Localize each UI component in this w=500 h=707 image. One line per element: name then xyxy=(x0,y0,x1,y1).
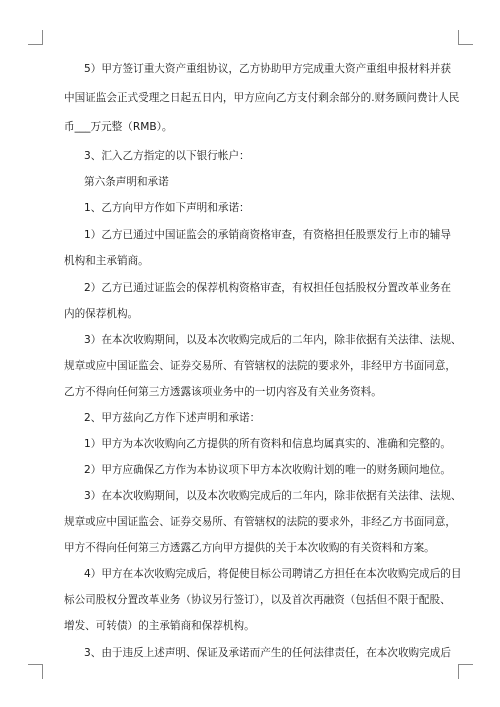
paragraph-line: 中国证监会正式受理之日起五日内，甲方应向乙方支付剩余部分的.财务顾问费计人民 xyxy=(64,92,460,104)
paragraph-line: 增发、可转债）的主承销商和保荐机构。 xyxy=(64,620,255,632)
paragraph-line: 2、甲方兹向乙方作下述声明和承诺： xyxy=(84,412,261,424)
paragraph-line: 3、由于违反上述声明、保证及承诺而产生的任何法律责任，在本次收购完成后 xyxy=(84,647,451,659)
paragraph-line: 5）甲方签订重大资产重组协议，乙方协助甲方完成重大资产重组申报材料并获 xyxy=(84,63,451,75)
crop-mark-bottom-right xyxy=(458,664,473,679)
paragraph-line: 4）甲方在本次收购完成后，将促使目标公司聘请乙方担任在本次收购完成后的目 xyxy=(84,568,462,580)
crop-mark-top-left xyxy=(28,30,43,45)
paragraph-line: 1）乙方已通过中国证监会的承销商资格审查，有资格担任股票发行上市的辅导 xyxy=(84,229,451,241)
paragraph-line: 币___万元整（RMB）。 xyxy=(64,121,173,133)
paragraph-line: 规章或应中国证监会、证券交易所、有管辖权的法院的要求外，非经乙方书面同意， xyxy=(64,516,456,528)
paragraph-line: 机构和主承销商。 xyxy=(64,255,149,267)
paragraph-line: 3）在本次收购期间，以及本次收购完成后的二年内，除非依据有关法律、法规、 xyxy=(84,490,462,502)
crop-mark-top-right xyxy=(458,30,473,45)
section-heading: 第六条声明和承诺 xyxy=(84,176,169,188)
paragraph-line: 乙方不得向任何第三方透露该项业务中的一切内容及有关业务资料。 xyxy=(64,386,382,398)
paragraph-line: 规章或应中国证监会、证券交易所、有管辖权的法院的要求外，非经甲方书面同意， xyxy=(64,360,456,372)
paragraph-line: 2）甲方应确保乙方作为本协议项下甲方本次收购计划的唯一的财务顾问地位。 xyxy=(84,464,451,476)
paragraph-line: 1、乙方向甲方作如下声明和承诺： xyxy=(84,202,250,214)
paragraph-line: 标公司股权分置改革业务（协议另行签订），以及首次再融资（包括但不限于配股、 xyxy=(64,594,451,606)
crop-mark-bottom-left xyxy=(28,664,43,679)
paragraph-line: 内的保荐机构。 xyxy=(64,308,139,320)
paragraph-line: 甲方不得向任何第三方透露乙方向甲方提供的关于本次收购的有关资料和方案。 xyxy=(64,542,435,554)
paragraph-line: 2）乙方已通过证监会的保荐机构资格审查，有权担任包括股权分置改革业务在 xyxy=(84,282,451,294)
paragraph-line: 3、汇入乙方指定的以下银行帐户： xyxy=(84,150,250,162)
paragraph-line: 1）甲方为本次收购向乙方提供的所有资料和信息均属真实的、准确和完整的。 xyxy=(84,438,451,450)
paragraph-line: 3）在本次收购期间，以及本次收购完成后的二年内，除非依据有关法律、法规、 xyxy=(84,334,462,346)
